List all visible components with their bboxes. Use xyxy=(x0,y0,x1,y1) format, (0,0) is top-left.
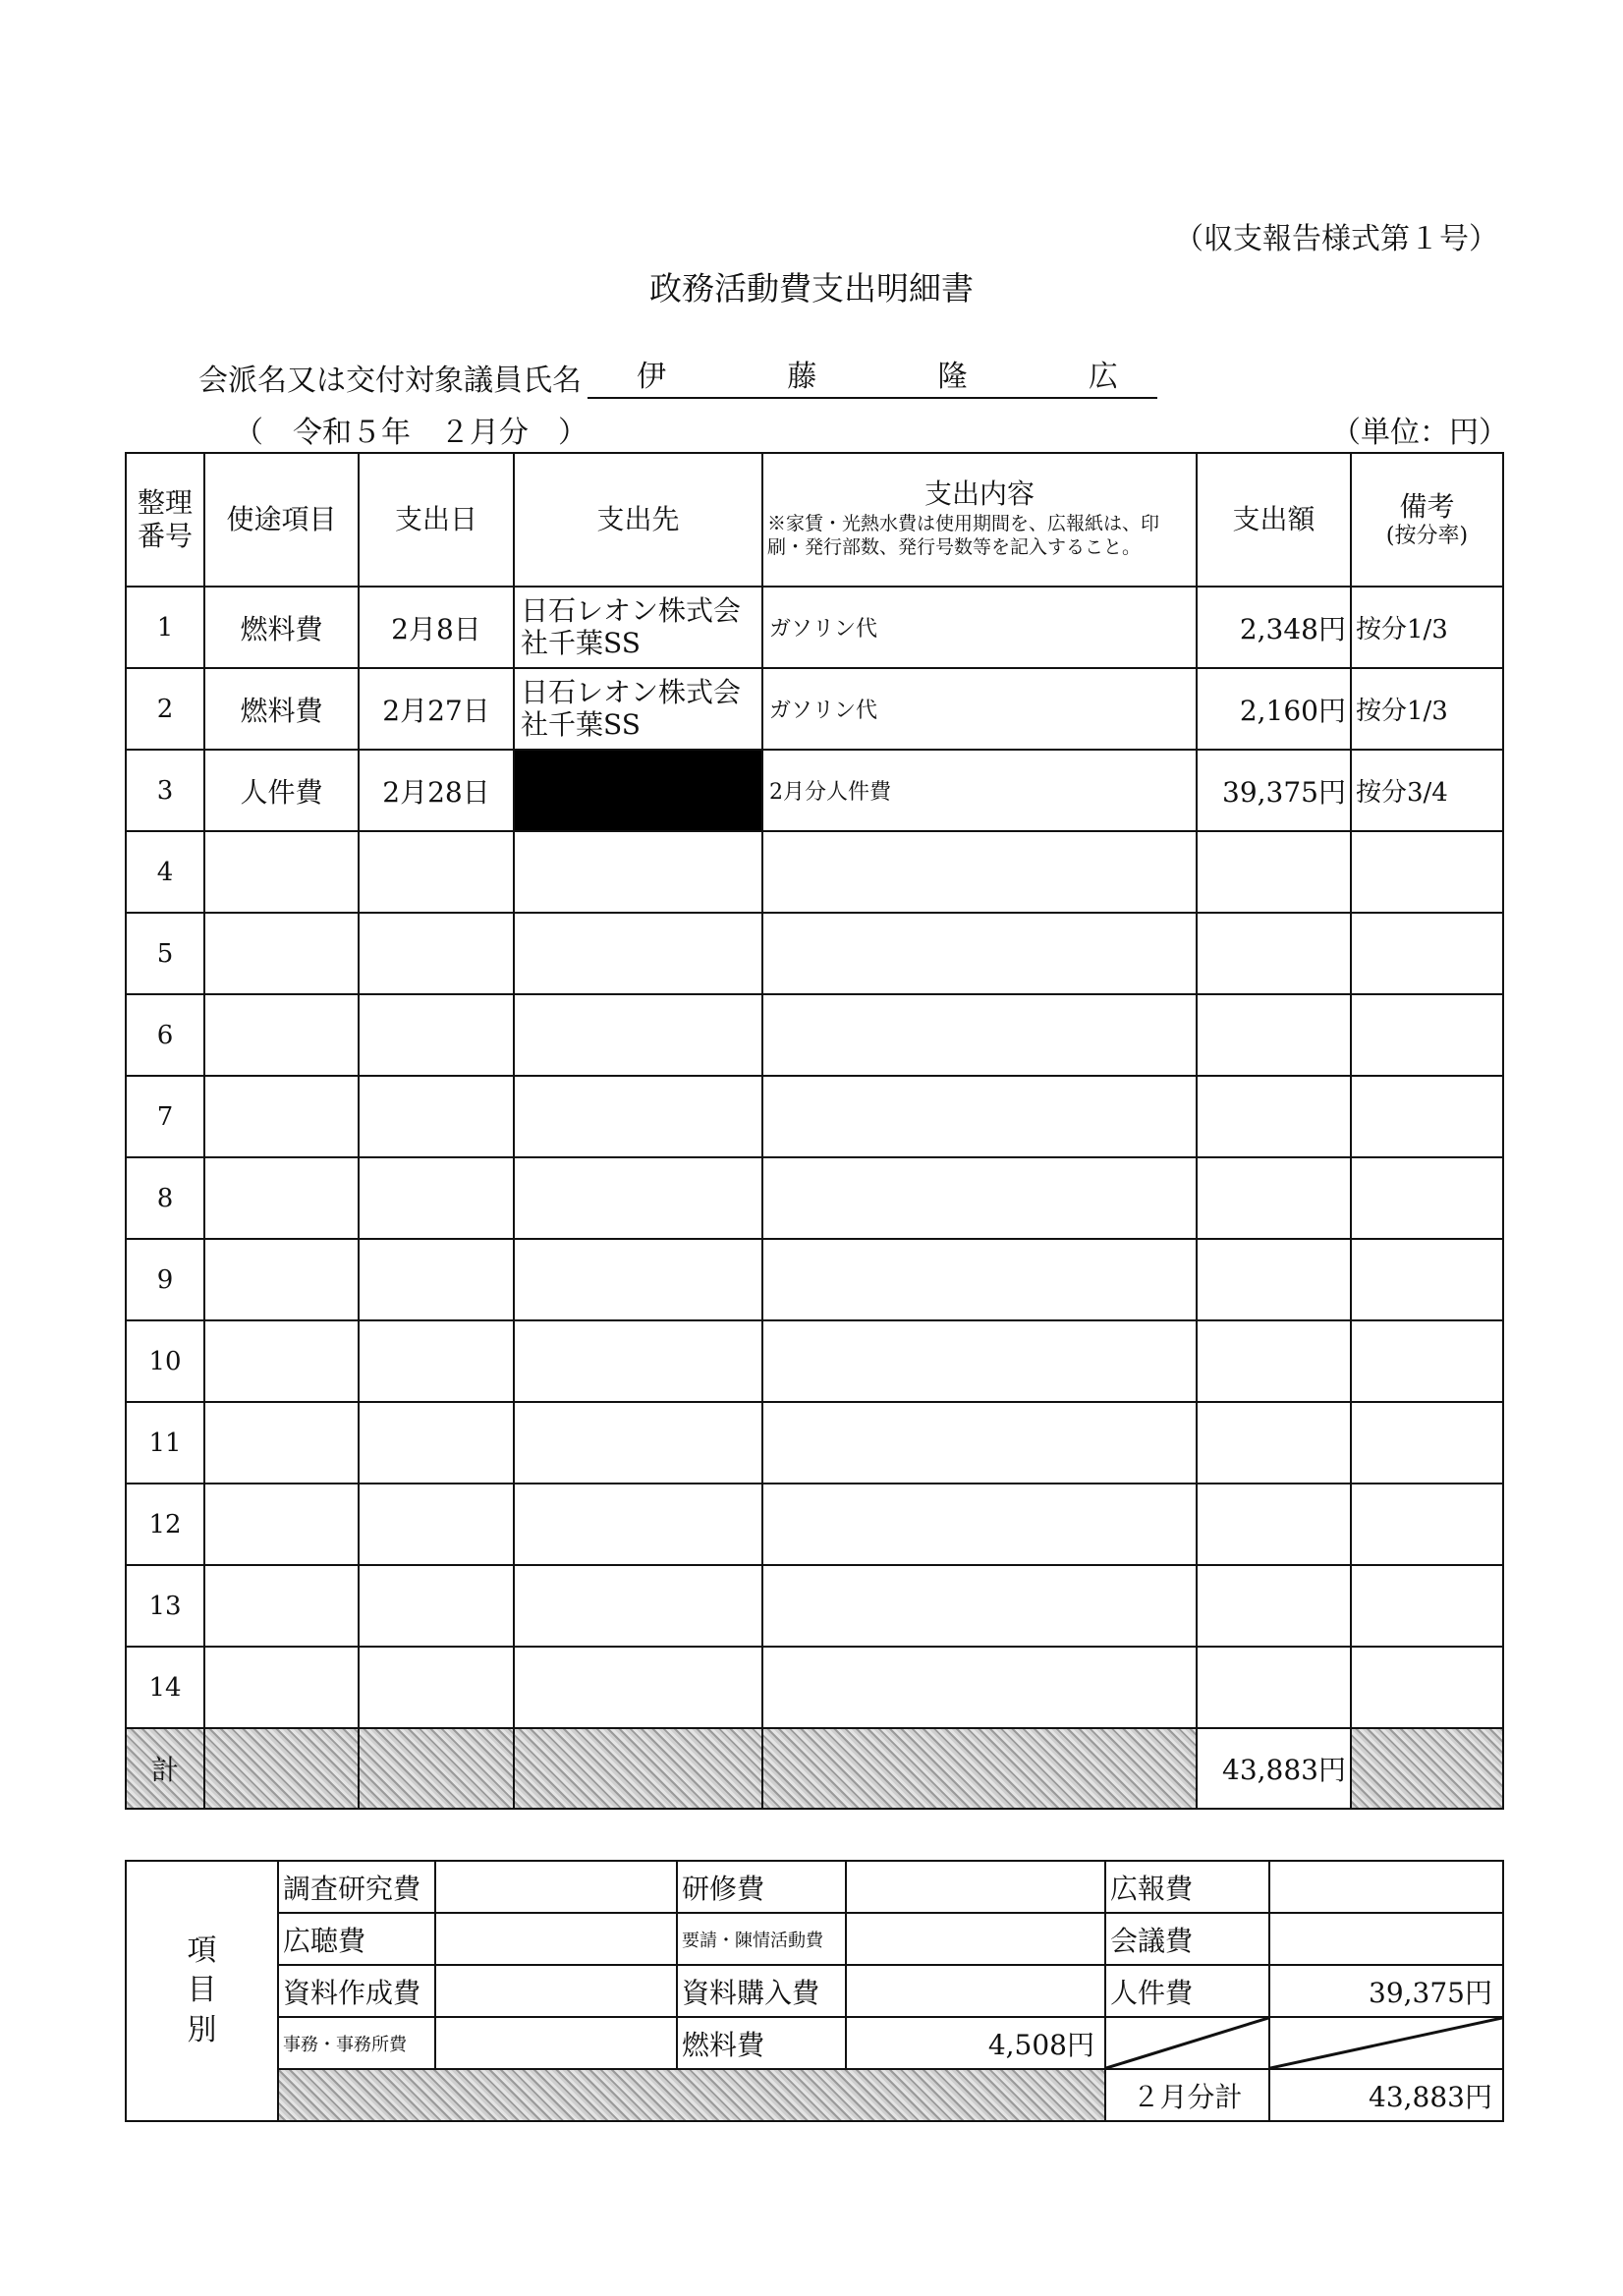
summary-row xyxy=(126,2017,1503,2069)
row-category xyxy=(204,1647,359,1728)
shaded-cell xyxy=(359,1728,514,1809)
row-date xyxy=(359,1565,514,1647)
summary-row xyxy=(126,1861,1503,1913)
row-category xyxy=(204,1239,359,1320)
row-date xyxy=(359,1320,514,1402)
diagonal-cell xyxy=(1105,2017,1269,2069)
row-remarks xyxy=(1351,1157,1503,1239)
row-content: 2月分人件費 xyxy=(762,750,1197,831)
row-date: 2月28日 xyxy=(359,750,514,831)
header-payee: 支出先 xyxy=(514,453,762,587)
row-content xyxy=(762,1239,1197,1320)
summary-row xyxy=(126,1965,1503,2017)
row-date xyxy=(359,1157,514,1239)
row-number: 5 xyxy=(126,913,204,994)
row-date xyxy=(359,994,514,1076)
row-content xyxy=(762,913,1197,994)
row-number: 13 xyxy=(126,1565,204,1647)
row-payee xyxy=(514,1076,762,1157)
summary-amount: 39,375円 xyxy=(1269,1965,1503,2017)
row-content: ガソリン代 xyxy=(762,587,1197,668)
row-date xyxy=(359,1647,514,1728)
summary-label: 広聴費 xyxy=(278,1913,435,1965)
header-content-title: 支出内容 xyxy=(923,477,1035,511)
summary-row xyxy=(126,1913,1503,1965)
row-date xyxy=(359,1484,514,1565)
summary-side-label: 項 目 別 xyxy=(126,1861,278,2121)
row-remarks xyxy=(1351,1484,1503,1565)
table-row xyxy=(126,668,1503,750)
summary-label: 資料購入費 xyxy=(677,1965,846,2017)
row-date xyxy=(359,831,514,913)
row-category: 燃料費 xyxy=(204,587,359,668)
row-content xyxy=(762,1320,1197,1402)
row-amount: 2,160円 xyxy=(1197,668,1351,750)
member-name-row xyxy=(198,352,1157,399)
row-amount xyxy=(1197,913,1351,994)
table-row xyxy=(126,831,1503,913)
table-row xyxy=(126,587,1503,668)
row-amount xyxy=(1197,1320,1351,1402)
summary-amount: 4,508円 xyxy=(846,2017,1105,2069)
row-number: 11 xyxy=(126,1402,204,1484)
row-content xyxy=(762,1402,1197,1484)
summary-amount xyxy=(435,1965,677,2017)
total-label: 計 xyxy=(126,1728,204,1809)
row-number: 10 xyxy=(126,1320,204,1402)
summary-label: 会議費 xyxy=(1105,1913,1269,1965)
header-no: 整理番号 xyxy=(126,453,204,587)
shaded-cell xyxy=(514,1728,762,1809)
row-remarks xyxy=(1351,913,1503,994)
row-date xyxy=(359,1239,514,1320)
header-content xyxy=(762,453,1197,587)
summary-label: 調査研究費 xyxy=(278,1861,435,1913)
row-date: 2月8日 xyxy=(359,587,514,668)
row-date: 2月27日 xyxy=(359,668,514,750)
header-remarks-title: 備考 xyxy=(1399,490,1455,523)
row-date xyxy=(359,1402,514,1484)
row-payee xyxy=(514,1320,762,1402)
row-category: 人件費 xyxy=(204,750,359,831)
row-date xyxy=(359,1076,514,1157)
shaded-cell xyxy=(278,2069,1105,2121)
summary-total-row xyxy=(126,2069,1503,2121)
diagonal-cell xyxy=(1269,2017,1503,2069)
row-date xyxy=(359,913,514,994)
member-name-char: 伊 xyxy=(637,360,666,394)
member-name-char: 隆 xyxy=(937,360,968,394)
row-category xyxy=(204,913,359,994)
row-payee xyxy=(514,913,762,994)
header-content-note: ※家賃・光熱水費は使用期間を、広報紙は、印刷・発行部数、発行号数等を記入すること。 xyxy=(767,513,1160,558)
row-category xyxy=(204,1157,359,1239)
table-row xyxy=(126,1565,1503,1647)
row-remarks xyxy=(1351,1239,1503,1320)
summary-label: 要請・陳情活動費 xyxy=(677,1913,846,1965)
row-payee xyxy=(514,1565,762,1647)
row-payee xyxy=(514,1157,762,1239)
diagonal-strike xyxy=(1270,2018,1502,2068)
row-content xyxy=(762,1484,1197,1565)
month-total-amount: 43,883円 xyxy=(1269,2069,1503,2121)
expense-table-header xyxy=(126,453,1503,587)
row-number: 14 xyxy=(126,1647,204,1728)
header-remarks-sub: (按分率) xyxy=(1385,523,1469,548)
member-label: 会派名又は交付対象議員氏名 xyxy=(198,364,582,398)
row-category xyxy=(204,1565,359,1647)
row-remarks xyxy=(1351,1320,1503,1402)
summary-label: 研修費 xyxy=(677,1861,846,1913)
row-payee xyxy=(514,1647,762,1728)
summary-amount xyxy=(435,1913,677,1965)
row-number: 9 xyxy=(126,1239,204,1320)
row-category xyxy=(204,1076,359,1157)
summary-amount xyxy=(435,2017,677,2069)
table-row xyxy=(126,1157,1503,1239)
table-row xyxy=(126,1076,1503,1157)
document-title: 政務活動費支出明細書 xyxy=(649,269,974,308)
row-number: 2 xyxy=(126,668,204,750)
table-row xyxy=(126,1239,1503,1320)
summary-label: 人件費 xyxy=(1105,1965,1269,2017)
row-remarks xyxy=(1351,1647,1503,1728)
header-date: 支出日 xyxy=(359,453,514,587)
row-category xyxy=(204,994,359,1076)
unit-label: （単位：円） xyxy=(1331,416,1508,450)
row-number: 3 xyxy=(126,750,204,831)
row-category xyxy=(204,831,359,913)
row-number: 7 xyxy=(126,1076,204,1157)
member-name xyxy=(588,352,1157,399)
shaded-cell xyxy=(762,1728,1197,1809)
row-number: 1 xyxy=(126,587,204,668)
row-number: 8 xyxy=(126,1157,204,1239)
row-remarks: 按分1/3 xyxy=(1351,587,1503,668)
summary-amount xyxy=(846,1913,1105,1965)
month-total-label: ２月分計 xyxy=(1105,2069,1269,2121)
summary-amount xyxy=(1269,1861,1503,1913)
member-name-char: 藤 xyxy=(787,360,817,394)
header-category: 使途項目 xyxy=(204,453,359,587)
row-amount: 39,375円 xyxy=(1197,750,1351,831)
row-content xyxy=(762,1157,1197,1239)
row-remarks xyxy=(1351,1565,1503,1647)
row-amount xyxy=(1197,1484,1351,1565)
summary-label: 広報費 xyxy=(1105,1861,1269,1913)
summary-label: 事務・事務所費 xyxy=(278,2017,435,2069)
summary-amount xyxy=(846,1861,1105,1913)
row-amount xyxy=(1197,1402,1351,1484)
row-amount xyxy=(1197,1157,1351,1239)
table-row xyxy=(126,1484,1503,1565)
summary-amount xyxy=(846,1965,1105,2017)
row-amount xyxy=(1197,1647,1351,1728)
row-payee: 日石レオン株式会社千葉SS xyxy=(514,587,762,668)
row-remarks: 按分3/4 xyxy=(1351,750,1503,831)
row-remarks xyxy=(1351,1076,1503,1157)
row-amount xyxy=(1197,1565,1351,1647)
row-remarks xyxy=(1351,831,1503,913)
row-amount xyxy=(1197,1076,1351,1157)
row-category xyxy=(204,1484,359,1565)
row-number: 4 xyxy=(126,831,204,913)
table-row xyxy=(126,1402,1503,1484)
row-content: ガソリン代 xyxy=(762,668,1197,750)
row-content xyxy=(762,1565,1197,1647)
row-content xyxy=(762,1076,1197,1157)
row-content xyxy=(762,994,1197,1076)
summary-label: 資料作成費 xyxy=(278,1965,435,2017)
row-payee xyxy=(514,1402,762,1484)
table-row xyxy=(126,994,1503,1076)
member-name-char: 広 xyxy=(1088,360,1118,394)
row-amount xyxy=(1197,1239,1351,1320)
table-row xyxy=(126,1647,1503,1728)
summary-amount xyxy=(435,1861,677,1913)
total-row xyxy=(126,1728,1503,1809)
row-payee xyxy=(514,1239,762,1320)
row-amount xyxy=(1197,831,1351,913)
row-number: 6 xyxy=(126,994,204,1076)
table-row xyxy=(126,1320,1503,1402)
row-remarks xyxy=(1351,994,1503,1076)
diagonal-strike xyxy=(1106,2018,1268,2068)
header-remarks xyxy=(1351,453,1503,587)
row-number: 12 xyxy=(126,1484,204,1565)
row-category: 燃料費 xyxy=(204,668,359,750)
redacted-block xyxy=(514,750,762,831)
row-remarks: 按分1/3 xyxy=(1351,668,1503,750)
shaded-cell xyxy=(204,1728,359,1809)
summary-amount xyxy=(1269,1913,1503,1965)
total-amount: 43,883円 xyxy=(1197,1728,1351,1809)
row-category xyxy=(204,1402,359,1484)
row-payee xyxy=(514,1484,762,1565)
row-payee xyxy=(514,831,762,913)
row-payee xyxy=(514,994,762,1076)
header-amount: 支出額 xyxy=(1197,453,1351,587)
row-remarks xyxy=(1351,1402,1503,1484)
row-category xyxy=(204,1320,359,1402)
form-number: （収支報告様式第１号） xyxy=(1174,222,1498,256)
category-summary-table xyxy=(125,1860,1504,2122)
expense-table xyxy=(125,452,1504,1810)
summary-label: 燃料費 xyxy=(677,2017,846,2069)
report-period: （ 令和５年 ２月分 ） xyxy=(234,416,588,450)
row-payee: 日石レオン株式会社千葉SS xyxy=(514,668,762,750)
row-amount: 2,348円 xyxy=(1197,587,1351,668)
row-content xyxy=(762,1647,1197,1728)
table-row xyxy=(126,750,1503,831)
shaded-cell xyxy=(1351,1728,1503,1809)
table-row xyxy=(126,913,1503,994)
row-amount xyxy=(1197,994,1351,1076)
row-content xyxy=(762,831,1197,913)
